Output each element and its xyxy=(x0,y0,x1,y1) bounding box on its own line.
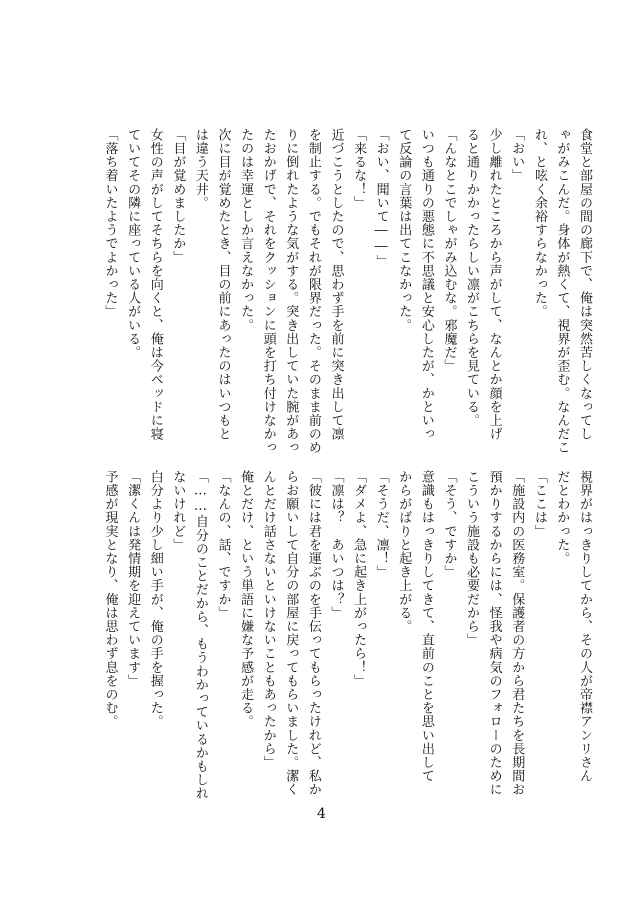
text-line: て反論の言葉は出てこなかった。 xyxy=(396,128,412,332)
text-line: いつも通りの悪態に不思議と安心したが、かといっ xyxy=(418,128,434,441)
text-line: たおかげで、それをクッションに頭を打ち付けなかっ xyxy=(260,128,276,455)
text-line: 「おい、聞いて――」 xyxy=(373,128,389,268)
text-line: 俺とだけ、という単語に嫌な予感が走る。 xyxy=(238,470,254,729)
text-line: 近づこうとしたので、思わず手を前に突き出して凛 xyxy=(328,128,344,441)
text-line: 「凛は？ あいつは？」 xyxy=(328,470,344,620)
text-line: 白分より少し細い手が、俺の手を握った。 xyxy=(147,470,163,729)
text-line: 女性の声がしてそちらを向くと、俺は今ベッドに寝 xyxy=(147,128,163,441)
text-block-upper xyxy=(55,128,595,458)
text-line: たのは幸運としか言えなかった。 xyxy=(238,128,254,332)
text-line: 「潔くんは発情期を迎えています」 xyxy=(125,470,141,688)
text-line: だとわかった。 xyxy=(554,470,570,566)
text-line: らお願いして自分の部屋に戻ってもらいました。潔く xyxy=(283,470,299,797)
text-line: ないけれど」 xyxy=(170,470,186,552)
text-line: 預かりするからには、怪我や病気のフォローのために xyxy=(486,470,502,797)
text-line: 予感が現実となり、俺は思わず息をのむ。 xyxy=(102,470,118,729)
text-line: こういう施設も必要だから」 xyxy=(464,470,480,647)
text-line: 意識もはっきりしてきて、直前のことを思い出して xyxy=(418,470,434,783)
text-line: 「来るな！」 xyxy=(351,128,367,210)
text-line: 「落ち着いたようでよかった」 xyxy=(102,128,118,319)
text-line: 食堂と部屋の間の廊下で、俺は突然苦しくなってし xyxy=(577,128,592,441)
text-line: 「そう、ですか」 xyxy=(441,470,457,579)
text-line: 次に目が覚めたとき、目の前にあったのはいつもと xyxy=(215,128,231,441)
text-line: ゃがみこんだ。身体が熱くて、視界が歪む。なんだこ xyxy=(554,128,570,455)
text-line: ていてその隣に座っている人がいる。 xyxy=(125,128,141,360)
text-line: 「なんの、話、ですか」 xyxy=(215,470,231,620)
text-line: 少し離れたところから声がして、なんとか顔を上げ xyxy=(486,128,502,441)
page-number: 4 xyxy=(317,806,326,822)
text-line: 「んなとこでしゃがみ込むな。邪魔だ」 xyxy=(441,128,457,373)
text-line: 視界がはっきりしてから、その人が帝襟アンリさん xyxy=(577,470,592,783)
text-line: 「……自分のことだから、もうわかっているかもしれ xyxy=(192,470,208,801)
text-line: 「そうだ、凛！」 xyxy=(373,470,389,579)
text-line: んとだけ話さないといけないこともあったから」 xyxy=(260,470,276,770)
text-line: ると通りかかったらしい凛がこちらを見ている。 xyxy=(464,128,480,428)
text-line: 「彼には君を運ぶのを手伝ってもらったけれど、私か xyxy=(305,470,321,797)
text-line: は違う天井。 xyxy=(192,128,208,210)
text-line: 「おい」 xyxy=(509,128,525,183)
text-line: を制止する。でもそれが限界だった。そのまま前のめ xyxy=(305,128,321,455)
text-line: 「施設内の医務室。保護者の方から君たちを長期間お xyxy=(509,470,525,797)
text-line: 「ダメよ、急に起き上がったら！」 xyxy=(351,470,367,688)
text-line: 「目が覚めましたか」 xyxy=(170,128,186,264)
text-line: からがばりと起き上がる。 xyxy=(396,470,412,634)
text-line: れ、と呟く余裕すらなかった。 xyxy=(531,128,547,319)
text-line: りに倒れたような気がする。突き出していた腕があっ xyxy=(283,128,299,455)
text-block-lower xyxy=(55,470,595,800)
text-line: 「ここは」 xyxy=(531,470,547,538)
